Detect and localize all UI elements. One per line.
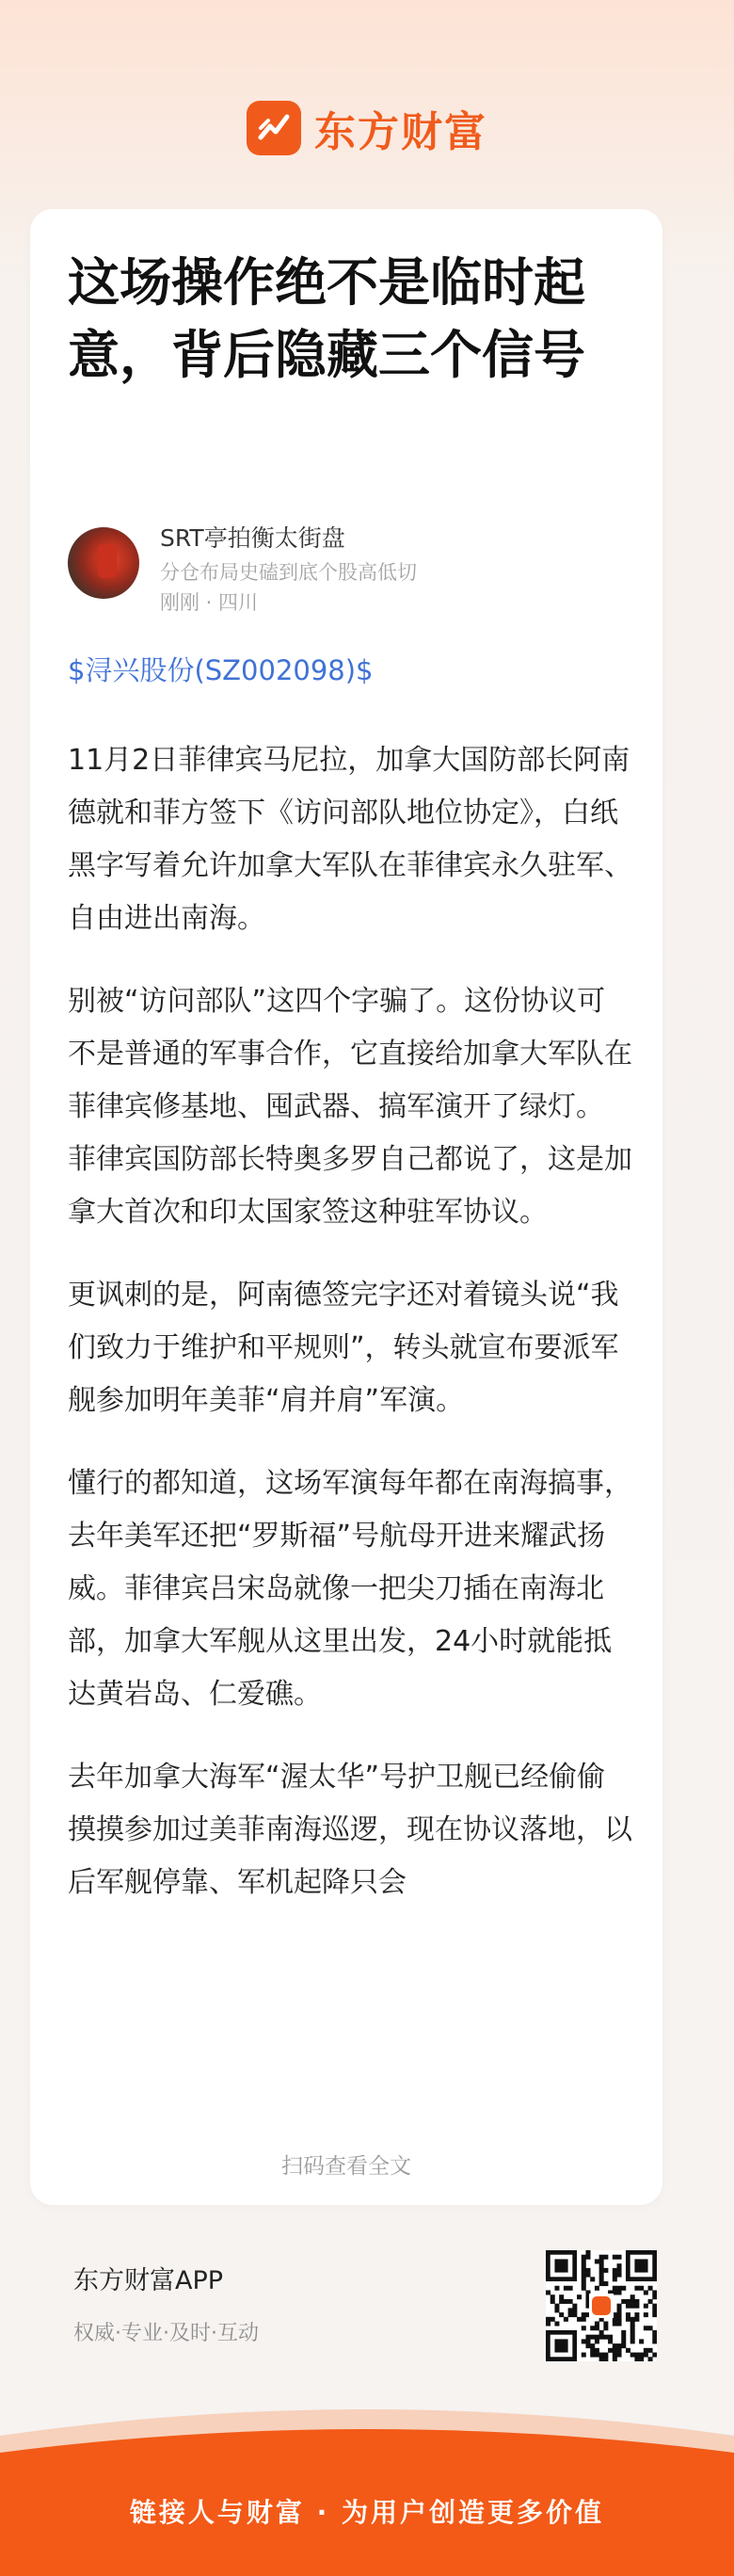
footer-banner bbox=[0, 2396, 734, 2576]
app-promo bbox=[73, 2260, 450, 2346]
article-card bbox=[30, 209, 662, 2205]
article-paragraph: 别被“访问部队”这四个字骗了。这份协议可不是普通的军事合作，它直接给加拿大军队在菲律宾修基地、囤武器、搞军演开了绿灯。 菲律宾国防部长特奥多罗自己都说了，这是加拿大首次和印太国家签这种驻军协议。 bbox=[68, 985, 646, 1229]
app-slogan: 权威·专业·及时·互动 bbox=[73, 2322, 259, 2345]
footer-slogan: 链接人与财富 · 为用户创造更多价值 bbox=[129, 2497, 605, 2528]
scan-to-read-hint: 扫码查看全文 bbox=[281, 2154, 411, 2179]
article-paragraph: 懂行的都知道，这场军演每年都在南海搞事，去年美军还把“罗斯福”号航母开进来耀武扬威。菲律宾吕宋岛就像一把尖刀插在南海北部，加拿大军舰从这里出发，24小时就能抵达黄岩岛、仁爱礁。 bbox=[68, 1467, 632, 1711]
article-paragraph: 去年加拿大海军“渥太华”号护卫舰已经偷偷摸摸参加过美菲南海巡逻，现在协议落地，以后军舰停靠、军机起降只会 bbox=[68, 1761, 632, 1899]
author-name[interactable]: SRT亭拍衡太街盘 bbox=[160, 524, 345, 552]
article-body bbox=[68, 734, 646, 1940]
article-paragraph: 更讽刺的是，阿南德签完字还对着镜头说“我们致力于维护和平规则”，转头就宣布要派军舰参加明年美菲“肩并肩”军演。 bbox=[68, 1279, 619, 1417]
article-title: 这场操作绝不是临时起意，背后隐藏三个信号 bbox=[68, 252, 586, 385]
author-description: 分仓布局史磕到底个股高低切 bbox=[160, 561, 417, 584]
stock-tag-link[interactable]: $浔兴股份(SZ002098)$ bbox=[68, 654, 374, 686]
qr-code-icon[interactable] bbox=[546, 2250, 657, 2361]
eastmoney-logo-icon bbox=[247, 101, 301, 155]
article-paragraph: 11月2日菲律宾马尼拉，加拿大国防部长阿南德就和菲方签下《访问部队地位协定》，白纸黑字写着允许加拿大军队在菲律宾永久驻军、自由进出南海。 bbox=[68, 744, 632, 935]
avatar[interactable] bbox=[68, 527, 139, 599]
app-name: 东方财富APP bbox=[73, 2266, 224, 2295]
post-meta: 刚刚 · 四川 bbox=[160, 591, 259, 614]
content-fade-overlay bbox=[30, 1979, 662, 2139]
brand-header bbox=[0, 92, 734, 164]
brand-name: 东方财富 bbox=[314, 108, 487, 156]
author-info[interactable] bbox=[68, 520, 632, 623]
